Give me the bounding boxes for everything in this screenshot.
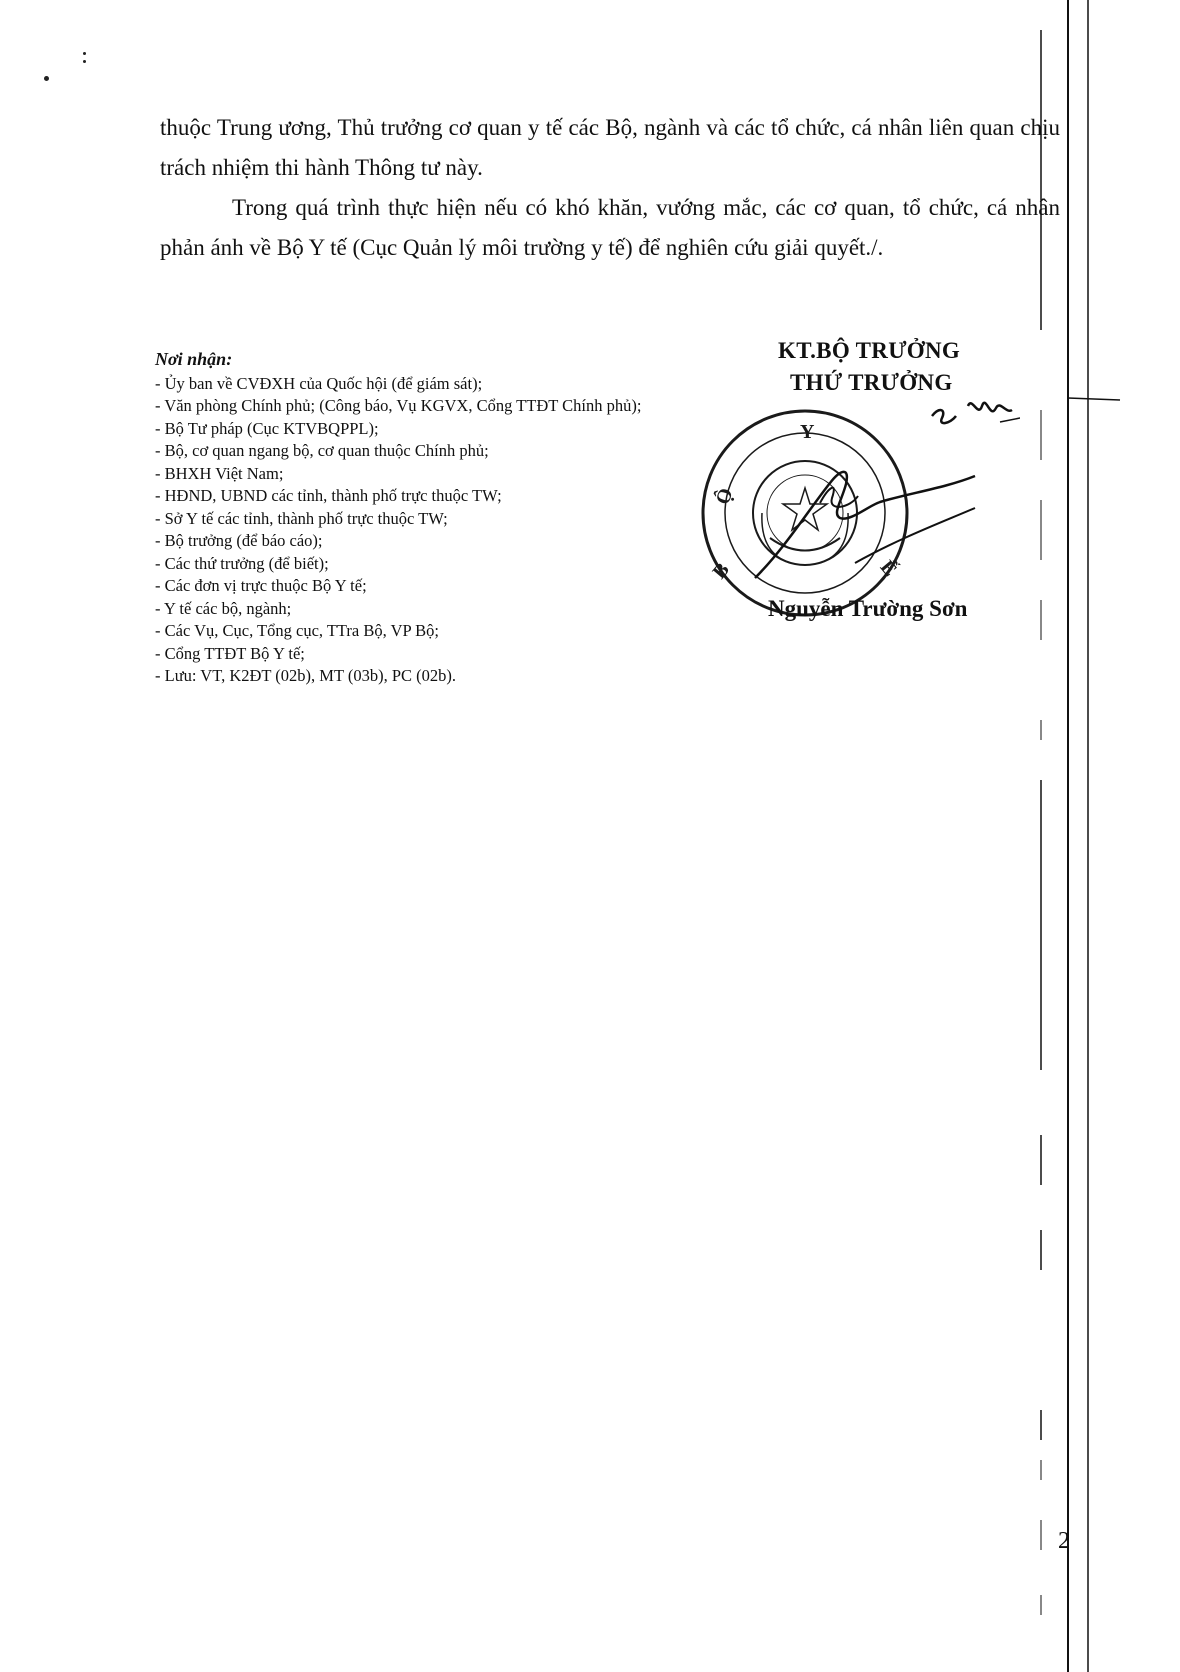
- recipients-list: [155, 373, 710, 688]
- recipients-heading: Nơi nhận:: [155, 349, 233, 369]
- seal-letter: B: [708, 558, 734, 584]
- seal-letter: Y: [800, 421, 815, 443]
- recipient-item: - Các thứ trưởng (để biết);: [155, 553, 329, 573]
- seal-letter: Ộ: [711, 485, 738, 508]
- recipient-item: - Sở Y tế các tỉnh, thành phố trực thuộc TW;: [155, 508, 448, 528]
- recipient-item: - Bộ trưởng (để báo cáo);: [155, 531, 323, 550]
- recipient-item: - BHXH Việt Nam;: [155, 463, 284, 483]
- recipient-item: - Văn phòng Chính phủ; (Công báo, Vụ KGVX, Cổng TTĐT Chính phủ);: [155, 396, 642, 415]
- scan-speck: [83, 52, 86, 55]
- scan-speck: [83, 60, 86, 63]
- recipient-item: - HĐND, UBND các tỉnh, thành phố trực thuộc TW;: [155, 486, 502, 505]
- scan-speck: [44, 76, 49, 81]
- official-seal: [700, 388, 1020, 628]
- recipient-item: - Các Vụ, Cục, Tổng cục, TTra Bộ, VP Bộ;: [155, 621, 440, 640]
- recipient-item: - Bộ, cơ quan ngang bộ, cơ quan thuộc Chính phủ;: [155, 441, 489, 460]
- recipient-item: - Bộ Tư pháp (Cục KTVBQPPL);: [155, 418, 379, 438]
- recipient-item: - Cổng TTĐT Bộ Y tế;: [155, 643, 305, 663]
- recipients-block: [155, 348, 710, 688]
- recipient-item: - Y tế các bộ, ngành;: [155, 598, 292, 618]
- recipient-item: - Lưu: VT, K2ĐT (02b), MT (03b), PC (02b).: [155, 666, 457, 685]
- body-paragraph-2: Trong quá trình thực hiện nếu có khó khăn, vướng mắc, các cơ quan, tổ chức, cá nhân phản ánh về Bộ Y tế (Cục Quản lý môi trường y tế) để nghiên cứu giải quyết./.: [160, 195, 1060, 260]
- page-number: 2: [1058, 1528, 1070, 1554]
- body-paragraph-1: thuộc Trung ương, Thủ trưởng cơ quan y tế các Bộ, ngành và các tổ chức, cá nhân liên quan chịu trách nhiệm thi hành Thông tư này.: [160, 115, 1060, 180]
- recipient-item: - Ủy ban về CVĐXH của Quốc hội (để giám sát);: [155, 373, 483, 393]
- signature-block: [700, 338, 1040, 638]
- body-text: [160, 108, 1060, 268]
- signature-title-line2: THỨ TRƯỞNG: [790, 370, 953, 395]
- signer-name: Nguyễn Trường Sơn: [768, 596, 968, 621]
- seal-letter: Ế: [875, 556, 902, 581]
- signature-title-line1: KT.BỘ TRƯỞNG: [778, 338, 961, 363]
- recipient-item: - Các đơn vị trực thuộc Bộ Y tế;: [155, 576, 367, 595]
